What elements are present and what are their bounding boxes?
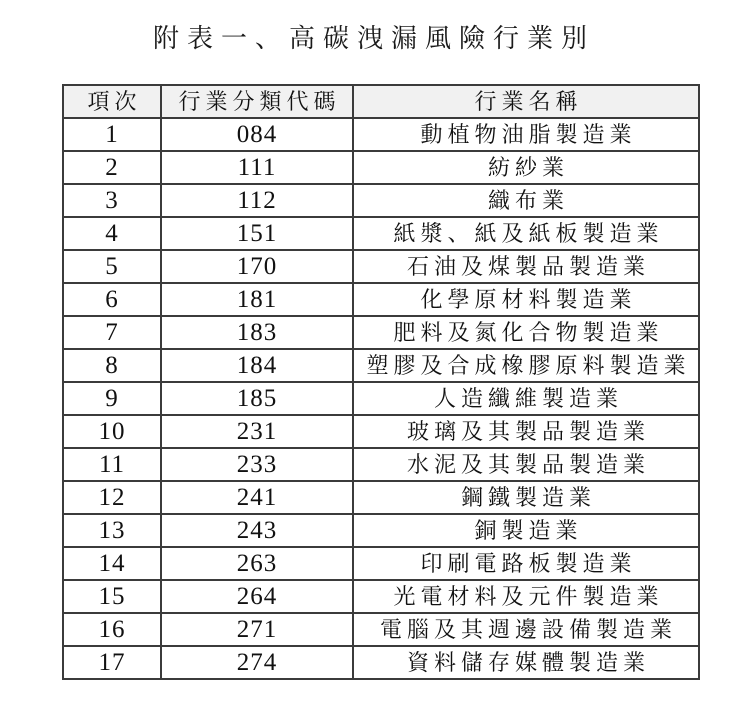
item-number-cell: 14	[63, 547, 161, 580]
item-number-cell: 17	[63, 646, 161, 679]
industry-code-cell: 111	[161, 151, 353, 184]
table-row	[63, 283, 699, 316]
industry-name-cell: 肥料及氮化合物製造業	[353, 316, 699, 349]
industry-name-cell: 石油及煤製品製造業	[353, 250, 699, 283]
item-number-cell: 10	[63, 415, 161, 448]
col-header-industry-name: 行業名稱	[353, 85, 699, 118]
table-row	[63, 613, 699, 646]
table-row	[63, 481, 699, 514]
table-row	[63, 415, 699, 448]
industry-name-cell: 塑膠及合成橡膠原料製造業	[353, 349, 699, 382]
item-number-cell: 4	[63, 217, 161, 250]
industry-code-cell: 181	[161, 283, 353, 316]
table-header	[63, 85, 699, 118]
industry-code-cell: 151	[161, 217, 353, 250]
item-number-cell: 7	[63, 316, 161, 349]
table-row	[63, 316, 699, 349]
industry-code-cell: 264	[161, 580, 353, 613]
industry-name-cell: 人造纖維製造業	[353, 382, 699, 415]
industry-name-cell: 銅製造業	[353, 514, 699, 547]
industry-code-cell: 084	[161, 118, 353, 151]
industry-code-cell: 243	[161, 514, 353, 547]
item-number-cell: 13	[63, 514, 161, 547]
table-row	[63, 184, 699, 217]
table-row	[63, 646, 699, 679]
industry-code-cell: 185	[161, 382, 353, 415]
industry-code-cell: 184	[161, 349, 353, 382]
industry-table	[62, 84, 700, 680]
industry-code-cell: 233	[161, 448, 353, 481]
header-row	[63, 85, 699, 118]
item-number-cell: 11	[63, 448, 161, 481]
item-number-cell: 15	[63, 580, 161, 613]
table-row	[63, 217, 699, 250]
industry-name-cell: 印刷電路板製造業	[353, 547, 699, 580]
table-row	[63, 448, 699, 481]
col-header-item-number: 項次	[63, 85, 161, 118]
table-row	[63, 349, 699, 382]
item-number-cell: 12	[63, 481, 161, 514]
industry-code-cell: 263	[161, 547, 353, 580]
industry-name-cell: 資料儲存媒體製造業	[353, 646, 699, 679]
industry-name-cell: 電腦及其週邊設備製造業	[353, 613, 699, 646]
table-row	[63, 151, 699, 184]
industry-code-cell: 271	[161, 613, 353, 646]
page-title: 附表一、高碳洩漏風險行業別	[152, 24, 595, 53]
item-number-cell: 3	[63, 184, 161, 217]
item-number-cell: 8	[63, 349, 161, 382]
item-number-cell: 2	[63, 151, 161, 184]
table-body	[63, 118, 699, 679]
industry-code-cell: 112	[161, 184, 353, 217]
industry-code-cell: 274	[161, 646, 353, 679]
table-row	[63, 580, 699, 613]
table-row	[63, 118, 699, 151]
industry-code-cell: 170	[161, 250, 353, 283]
industry-name-cell: 玻璃及其製品製造業	[353, 415, 699, 448]
table-row	[63, 547, 699, 580]
industry-name-cell: 紙漿、紙及紙板製造業	[353, 217, 699, 250]
item-number-cell: 6	[63, 283, 161, 316]
table-row	[63, 382, 699, 415]
table-row	[63, 250, 699, 283]
industry-code-cell: 241	[161, 481, 353, 514]
item-number-cell: 9	[63, 382, 161, 415]
industry-name-cell: 水泥及其製品製造業	[353, 448, 699, 481]
item-number-cell: 5	[63, 250, 161, 283]
table-row	[63, 514, 699, 547]
industry-name-cell: 動植物油脂製造業	[353, 118, 699, 151]
col-header-industry-code: 行業分類代碼	[161, 85, 353, 118]
industry-name-cell: 光電材料及元件製造業	[353, 580, 699, 613]
item-number-cell: 16	[63, 613, 161, 646]
industry-code-cell: 183	[161, 316, 353, 349]
industry-name-cell: 化學原材料製造業	[353, 283, 699, 316]
industry-name-cell: 鋼鐵製造業	[353, 481, 699, 514]
industry-code-cell: 231	[161, 415, 353, 448]
industry-name-cell: 織布業	[353, 184, 699, 217]
industry-name-cell: 紡紗業	[353, 151, 699, 184]
item-number-cell: 1	[63, 118, 161, 151]
